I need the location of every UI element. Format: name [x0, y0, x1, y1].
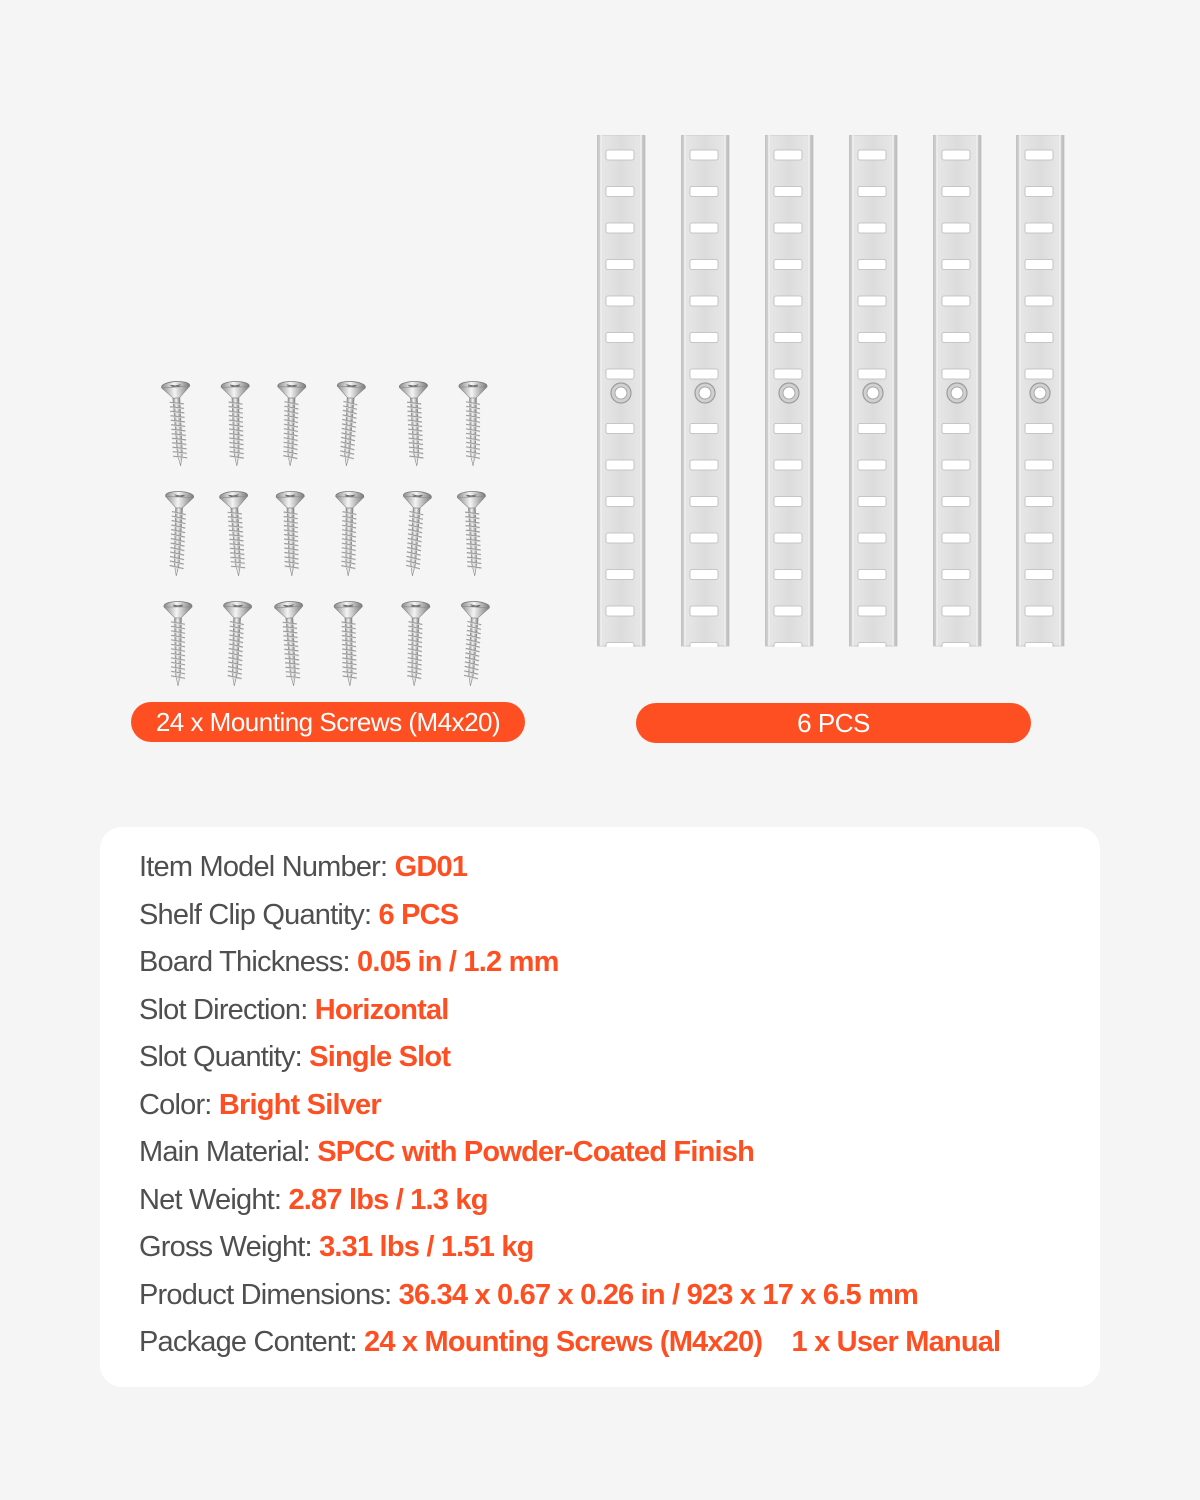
spec-value: 3.31 lbs / 1.51 kg [319, 1231, 534, 1263]
screw-icon [270, 490, 312, 579]
shelf-strip-icon [765, 135, 815, 647]
spec-value: 36.34 x 0.67 x 0.26 in / 923 x 17 x 6.5 mm [398, 1278, 919, 1311]
spec-value: Single Slot [309, 1041, 451, 1073]
shelf-strip-icon [849, 135, 899, 647]
spec-row-gross-weight [139, 1227, 1000, 1275]
shelf-strip-icon [681, 135, 731, 647]
screw-icon [328, 490, 370, 579]
shelf-strip-icon [1016, 135, 1066, 647]
screw-icon [215, 380, 257, 469]
spec-row-color [139, 1085, 1000, 1133]
spec-value: 6 PCS [378, 898, 459, 931]
spec-row-package-content [139, 1322, 1000, 1370]
spec-value: 2.87 lbs / 1.3 kg [288, 1183, 488, 1216]
spec-label: Net Weight: [139, 1183, 282, 1216]
shelf-strip-icon [933, 135, 983, 647]
screws-image [140, 370, 520, 690]
shelf-strip-icon [597, 135, 647, 647]
spec-value: SPCC with Powder-Coated Finish [317, 1136, 754, 1168]
spec-label: Package Content: [139, 1326, 357, 1358]
spec-label: Shelf Clip Quantity: [139, 898, 372, 931]
screw-icon [392, 489, 437, 579]
spec-value: Bright Silver [218, 1088, 381, 1121]
screw-icon [393, 379, 437, 469]
screw-icon [270, 380, 312, 469]
spec-label: Board Thickness: [139, 946, 350, 978]
specifications-list [139, 847, 1000, 1370]
screw-icon [326, 379, 371, 469]
spec-label: Item Model Number: [139, 851, 388, 883]
spec-label: Product Dimensions: [139, 1278, 392, 1311]
spec-value: Horizontal [314, 993, 449, 1026]
spec-value: GD01 [394, 851, 468, 883]
spec-label: Slot Quantity: [139, 1041, 302, 1073]
spec-label: Main Material: [139, 1136, 310, 1168]
specifications-card [100, 827, 1100, 1387]
spec-row-board-thickness [139, 942, 1000, 990]
screw-icon [328, 600, 370, 689]
spec-row-clip-quantity [139, 895, 1000, 943]
screw-icon [451, 489, 495, 579]
spec-value-extra: 1 x User Manual [791, 1326, 1001, 1358]
strips-quantity-badge: 6 PCS [636, 703, 1031, 743]
screw-icon [453, 380, 493, 468]
screw-icon [156, 489, 200, 579]
spec-label: Gross Weight: [139, 1231, 312, 1263]
screw-icon [213, 489, 258, 579]
spec-row-material [139, 1132, 1000, 1180]
spec-row-net-weight [139, 1180, 1000, 1228]
spec-row-model [139, 847, 1000, 895]
spec-label: Slot Direction: [139, 993, 308, 1026]
screw-icon [268, 599, 313, 689]
spec-row-dimensions [139, 1275, 1000, 1323]
screw-icon [158, 600, 198, 688]
spec-value: 0.05 in / 1.2 mm [356, 946, 559, 978]
screw-icon [394, 600, 436, 689]
spec-row-slot-direction [139, 990, 1000, 1038]
screw-icon [450, 599, 495, 689]
screws-quantity-badge: 24 x Mounting Screws (M4x20) [131, 702, 525, 742]
spec-value: 24 x Mounting Screws (M4x20) [364, 1326, 763, 1358]
spec-row-slot-quantity [139, 1037, 1000, 1085]
shelf-strips-image [590, 135, 1080, 650]
spec-label: Color: [139, 1088, 212, 1121]
screw-icon [155, 379, 200, 469]
screw-icon [214, 599, 258, 689]
